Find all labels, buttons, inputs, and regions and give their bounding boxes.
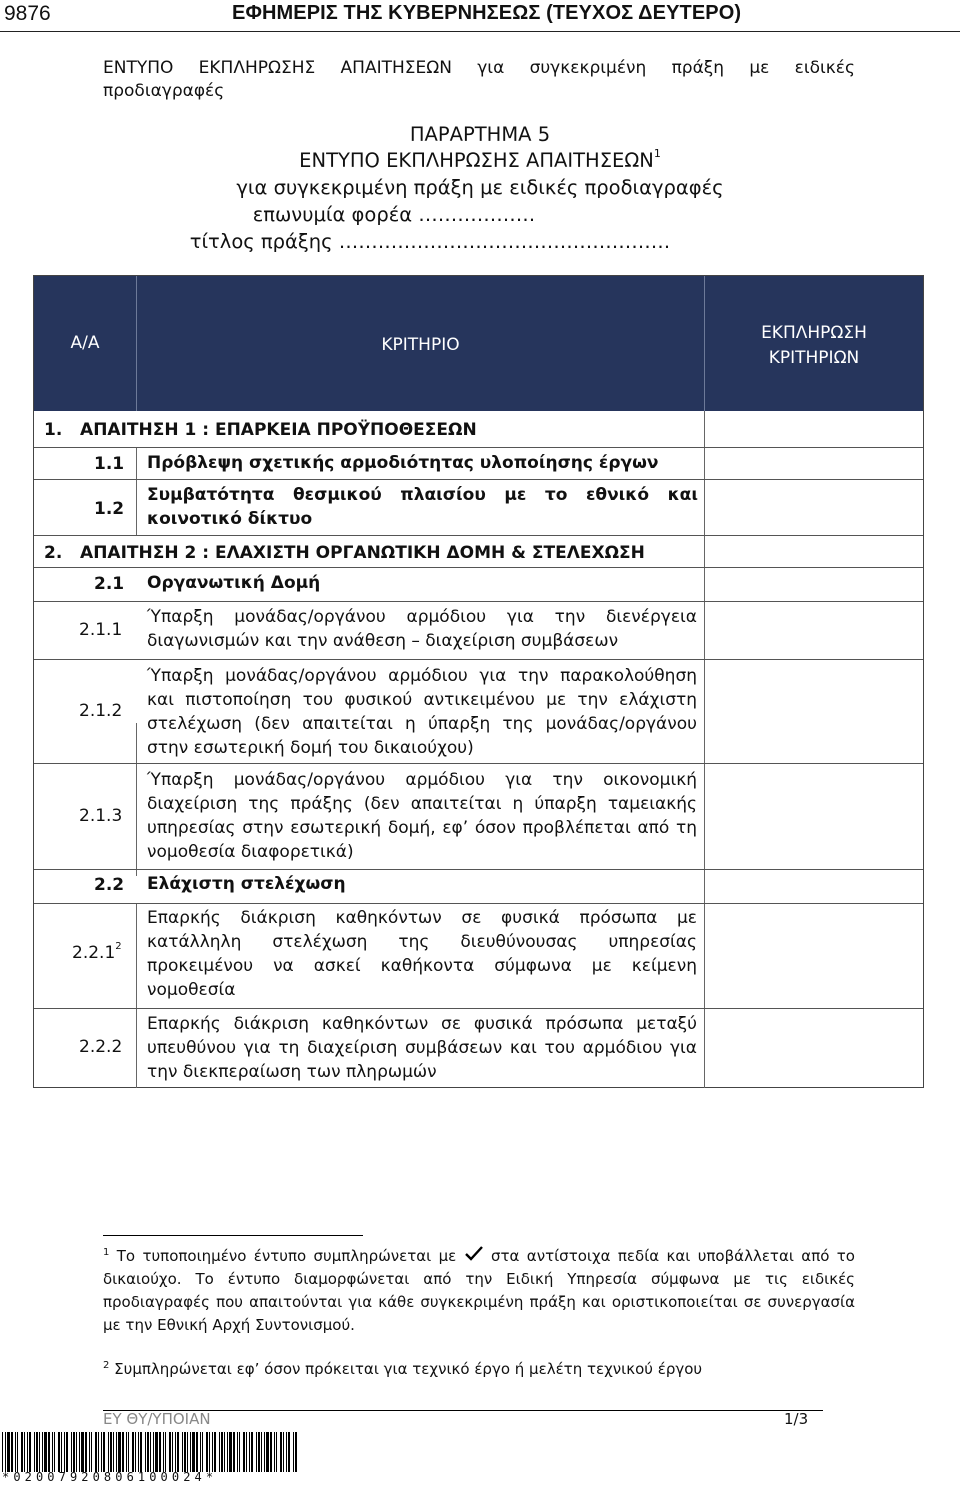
requirements-table: [33, 275, 924, 1088]
intro-word: με: [749, 58, 770, 78]
barcode-bar: [108, 1432, 109, 1472]
barcode: [0, 1432, 300, 1472]
form-title-text: ΕΝΤΥΠΟ ΕΚΠΛΗΡΩΣΗΣ ΑΠΑΙΤΗΣΕΩΝ: [299, 149, 654, 172]
intro-line-2: προδιαγραφές: [103, 81, 225, 101]
barcode-digits: *02007920806100024*: [2, 1470, 218, 1484]
footer-rule: [103, 1410, 823, 1411]
criterion-text: Επαρκής διάκριση καθηκόντων σε φυσικά πρόσωπα μεταξύ υπευθύνου για τη διαχείριση συμβάσεων και του αρμόδιου για την διεκπεραίωση των πληρωμών: [147, 1014, 697, 1082]
barcode-bar: [153, 1432, 154, 1472]
row-border: [34, 447, 923, 448]
barcode-bar: [266, 1432, 269, 1472]
act-title-line: τίτλος πράξης ……………………………………………: [189, 230, 671, 253]
barcode-bar: [76, 1432, 77, 1472]
row-number-text: 2.2.1: [72, 943, 116, 963]
body-name-line: επωνυμία φορέα ………………: [252, 203, 536, 226]
table-header: [34, 276, 923, 411]
barcode-bar: [229, 1432, 232, 1472]
barcode-bar: [145, 1432, 146, 1472]
barcode-bar: [165, 1432, 166, 1472]
header-fulfillment-line2: ΚΡΙΤΗΡΙΩΝ: [768, 348, 860, 368]
barcode-bar: [89, 1432, 90, 1472]
barcode-bar: [27, 1432, 28, 1472]
barcode-bar: [132, 1432, 134, 1472]
barcode-bar: [246, 1432, 247, 1472]
barcode-bar: [147, 1432, 149, 1472]
criterion-text: Συμβατότητα θεσμικού πλαισίου με το εθνικό και κοινοτικό δίκτυο: [147, 485, 698, 529]
barcode-bar: [15, 1432, 16, 1472]
barcode-bar: [209, 1432, 210, 1472]
barcode-bar: [98, 1432, 99, 1472]
row-border: [34, 1008, 923, 1009]
page-number: 9876: [4, 2, 51, 25]
barcode-bar: [163, 1432, 164, 1472]
barcode-bar: [48, 1432, 50, 1472]
barcode-bar: [36, 1432, 38, 1472]
barcode-bar: [122, 1432, 124, 1472]
footnote-1-text-a: Το τυποποιημένο έντυπο συμπληρώνεται με: [116, 1247, 457, 1265]
barcode-bar: [190, 1432, 191, 1472]
barcode-bar: [85, 1432, 87, 1472]
row-number: [72, 943, 122, 963]
barcode-bar: [71, 1432, 72, 1472]
barcode-bar: [135, 1432, 136, 1472]
barcode-bar: [264, 1432, 265, 1472]
barcode-bar: [24, 1432, 25, 1472]
intro-word: ειδικές: [794, 58, 855, 78]
barcode-bar: [81, 1432, 84, 1472]
barcode-bar: [44, 1432, 47, 1472]
criterion-text: Οργανωτική Δομή: [147, 573, 321, 593]
barcode-bar: [110, 1432, 112, 1472]
barcode-bar: [126, 1432, 127, 1472]
intro-word: για: [477, 58, 505, 78]
barcode-bar: [140, 1432, 142, 1472]
barcode-bar: [286, 1432, 287, 1472]
barcode-bar: [17, 1432, 18, 1472]
row-border: [34, 601, 923, 602]
barcode-bar: [258, 1432, 260, 1472]
barcode-bar: [128, 1432, 129, 1472]
footnote-1-text-b: στα αντίστοιχα πεδία και υποβάλλεται από το δικαιούχο. Το έντυπο διαμορφώνεται από την Ειδική Υπηρεσία σύμφωνα με τις ειδικές προδιαγραφές που απαιτούνται για κάθε συγκεκριμένη πράξη και οριστικοποιείται σε συνεργασία με την Εθνική Αρχή Συντονισμού.: [103, 1247, 855, 1334]
barcode-bar: [7, 1432, 10, 1472]
intro-word: ΕΝΤΥΠΟ: [103, 58, 174, 78]
criterion-text: Ύπαρξη μονάδας/οργάνου αρμόδιου για την οικονομική διαχείριση της πράξης (δεν απαιτείται η ύπαρξη ταμειακής υπηρεσίας στην εσωτερική δομή, εφ’ όσον προβλέπεται από τη νομοθεσία διαφορετικά): [147, 770, 697, 862]
barcode-bar: [95, 1432, 97, 1472]
barcode-bar: [39, 1432, 40, 1472]
intro-word: ΕΚΠΛΗΡΩΣΗΣ: [198, 58, 316, 78]
form-subtitle: για συγκεκριμένη πράξη με ειδικές προδιαγραφές: [236, 176, 724, 199]
footnote-1: [103, 1245, 855, 1337]
barcode-bar: [214, 1432, 216, 1472]
barcode-bar: [274, 1432, 275, 1472]
row-border: [34, 479, 923, 480]
barcode-bar: [118, 1432, 121, 1472]
row-border: [34, 763, 923, 764]
barcode-bar: [237, 1432, 238, 1472]
barcode-bar: [270, 1432, 272, 1472]
header-aa: Α/Α: [70, 333, 100, 353]
barcode-bar: [159, 1432, 161, 1472]
barcode-bar: [224, 1432, 225, 1472]
gazette-title: ΕΦΗΜΕΡΙΣ ΤΗΣ ΚΥΒΕΡΝΗΣΕΩΣ (ΤΕΥΧΟΣ ΔΕΥΤΕΡΟ): [232, 2, 742, 24]
barcode-bar: [2, 1432, 3, 1472]
barcode-bar: [61, 1432, 62, 1472]
barcode-bar: [138, 1432, 139, 1472]
barcode-bar: [175, 1432, 176, 1472]
criterion-text: Ύπαρξη μονάδας/οργάνου αρμόδιου για την διενέργεια διαγωνισμών και την ανάθεση – διαχείριση συμβάσεων: [147, 607, 697, 651]
intro-word: ΑΠΑΙΤΗΣΕΩΝ: [340, 58, 452, 78]
row-number: 2.1.2: [79, 701, 123, 721]
row-number: 2.1.3: [79, 806, 123, 826]
header-criterion: ΚΡΙΤΗΡΙΟ: [381, 335, 460, 355]
barcode-bar: [101, 1432, 102, 1472]
criterion-text: Ύπαρξη μονάδας/οργάνου αρμόδιου για την παρακολούθηση και πιστοποίηση του φυσικού αντικειμένου με την ελάχιστη στελέχωση (δεν απαιτείται η ύπαρξη της μονάδας/οργάνου στην εσωτερική δομή του δικαιούχου): [147, 666, 697, 758]
row-border: [34, 535, 923, 536]
barcode-bar: [219, 1432, 220, 1472]
row-border: [34, 903, 923, 904]
footnote-separator: [103, 1235, 363, 1236]
barcode-bar: [233, 1432, 235, 1472]
number-column-border: [136, 723, 137, 876]
barcode-bar: [177, 1432, 179, 1472]
row-border: [34, 567, 923, 568]
barcode-bar: [295, 1432, 297, 1472]
barcode-bar: [79, 1432, 80, 1472]
barcode-bar: [212, 1432, 213, 1472]
row-number: 2.1.1: [79, 620, 123, 640]
criterion-text: Ελάχιστη στελέχωση: [147, 874, 346, 894]
intro-text: [103, 57, 855, 103]
barcode-bar: [276, 1432, 277, 1472]
row-number: 2.2.2: [79, 1037, 123, 1057]
row-border: [34, 659, 923, 660]
barcode-bar: [34, 1432, 35, 1472]
barcode-bar: [42, 1432, 43, 1472]
number-column-border: [136, 447, 137, 535]
barcode-bar: [202, 1432, 203, 1472]
intro-word: πράξη: [671, 58, 725, 78]
barcode-bar: [5, 1432, 6, 1472]
barcode-bar: [58, 1432, 60, 1472]
barcode-bar: [52, 1432, 53, 1472]
fulfillment-column-border: [704, 411, 705, 1088]
barcode-bar: [54, 1432, 55, 1472]
row-number: 1.1: [94, 454, 125, 474]
barcode-bar: [66, 1432, 68, 1472]
footnote-2-text: Συμπληρώνεται εφ’ όσον πρόκειται για τεχνικό έργο ή μελέτη τεχνικού έργου: [114, 1360, 703, 1378]
barcode-bar: [182, 1432, 183, 1472]
barcode-bar: [221, 1432, 223, 1472]
barcode-bar: [169, 1432, 171, 1472]
row-number: 2.1: [94, 574, 125, 594]
barcode-bar: [280, 1432, 282, 1472]
requirement-2-label: 2. ΑΠΑΙΤΗΣΗ 2 : ΕΛΑΧΙΣΤΗ ΟΡΓΑΝΩΤΙΚΗ ΔΟΜΗ & ΣΤΕΛΕΧΩΣΗ: [44, 543, 645, 563]
barcode-bar: [288, 1432, 290, 1472]
row-border: [34, 869, 923, 870]
header-fulfillment: [705, 321, 923, 371]
criterion-text: Επαρκής διάκριση καθηκόντων σε φυσικά πρόσωπα με κατάλληλη στελέχωση της διευθύνουσας υπηρεσίας προκειμένου να ασκεί καθήκοντα σύμφωνα με κείμενη νομοθεσία: [147, 908, 697, 1000]
footnote-2: [103, 1358, 855, 1381]
footnote-ref: 1: [653, 147, 661, 160]
barcode-bar: [200, 1432, 201, 1472]
intro-word: συγκεκριμένη: [529, 58, 647, 78]
requirement-1-label: 1. ΑΠΑΙΤΗΣΗ 1 : ΕΠΑΡΚΕΙΑ ΠΡΟΫΠΟΘΕΣΕΩΝ: [44, 420, 477, 440]
barcode-bar: [243, 1432, 245, 1472]
barcode-bar: [249, 1432, 250, 1472]
barcode-bar: [73, 1432, 75, 1472]
barcode-bar: [239, 1432, 240, 1472]
row-number: 2.2: [94, 875, 125, 895]
barcode-bar: [155, 1432, 158, 1472]
barcode-bar: [227, 1432, 228, 1472]
number-column-border: [136, 903, 137, 1088]
barcode-bar: [29, 1432, 31, 1472]
barcode-bar: [91, 1432, 92, 1472]
barcode-bar: [261, 1432, 262, 1472]
barcode-bar: [206, 1432, 208, 1472]
barcode-bar: [172, 1432, 173, 1472]
footer-code: ΕΥ ΘΥ/ΥΠΟΙΑΝ: [103, 1410, 211, 1428]
footnote-number: 1: [103, 1247, 110, 1258]
footer-page-count: 1/3: [784, 1410, 809, 1428]
barcode-bar: [150, 1432, 151, 1472]
barcode-bar: [187, 1432, 188, 1472]
barcode-bar: [103, 1432, 105, 1472]
barcode-bar: [11, 1432, 13, 1472]
form-title: [0, 149, 960, 172]
row-number: 1.2: [94, 499, 125, 519]
footnote-number: 2: [103, 1360, 110, 1371]
barcode-bar: [293, 1432, 294, 1472]
barcode-bar: [116, 1432, 117, 1472]
barcode-bar: [196, 1432, 198, 1472]
barcode-bar: [21, 1432, 23, 1472]
check-icon: [464, 1245, 484, 1268]
intro-line-1: [103, 57, 855, 80]
barcode-bar: [113, 1432, 114, 1472]
barcode-bar: [192, 1432, 195, 1472]
footnote-ref: 2: [115, 941, 122, 952]
barcode-bar: [283, 1432, 284, 1472]
header-fulfillment-line1: ΕΚΠΛΗΡΩΣΗ: [761, 323, 867, 343]
barcode-bar: [184, 1432, 186, 1472]
barcode-bar: [64, 1432, 65, 1472]
barcode-bar: [251, 1432, 253, 1472]
barcode-bar: [256, 1432, 257, 1472]
annex-title: ΠΑΡΑΡΤΗΜΑ 5: [409, 123, 551, 146]
criterion-text: Πρόβλεψη σχετικής αρμοδιότητας υλοποίησης έργων: [147, 453, 659, 473]
